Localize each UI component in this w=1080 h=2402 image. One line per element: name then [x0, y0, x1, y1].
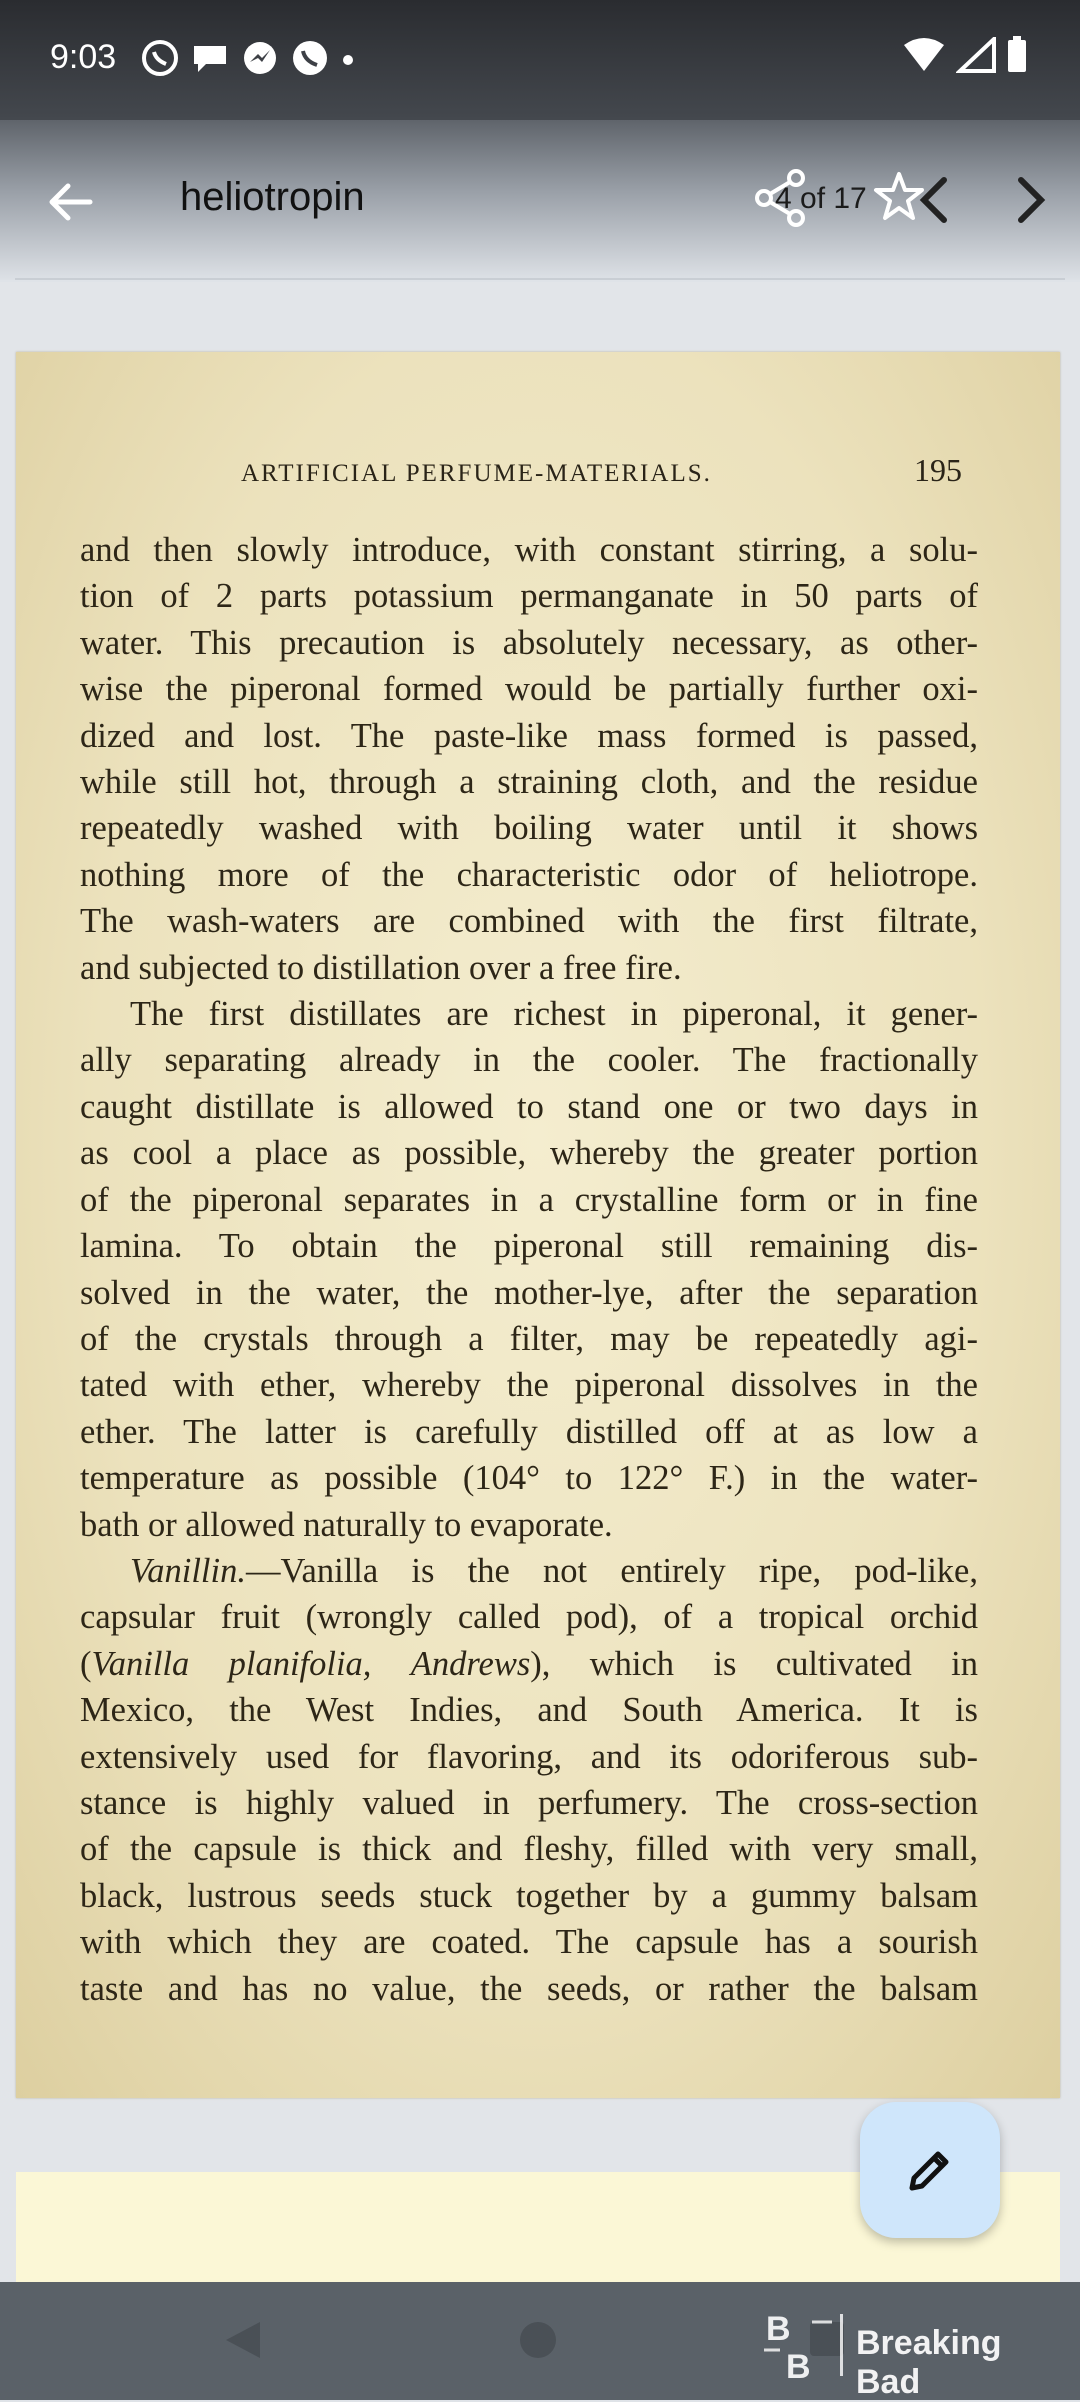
messenger-icon	[240, 38, 280, 78]
text-line: ether. The latter is carefully distilled off at as low a	[80, 1412, 978, 1451]
page-body-text	[80, 527, 978, 2012]
back-arrow-icon[interactable]	[40, 172, 100, 232]
previous-match-icon[interactable]	[910, 172, 960, 228]
text-line: dized and lost. The paste-like mass formed is passed,	[80, 716, 978, 755]
battery-icon	[1006, 36, 1028, 74]
text-line: stance is highly valued in perfumery. The cross-section	[80, 1783, 978, 1822]
text-line: of the capsule is thick and fleshy, filled with very small,	[80, 1830, 978, 1869]
text-line	[80, 1641, 978, 1687]
text-line: The wash-waters are combined with the first filtrate,	[80, 902, 978, 941]
breaking-bad-logo-icon	[760, 2304, 850, 2384]
edit-button[interactable]	[860, 2102, 1000, 2238]
italic-andrews: Andrews	[410, 1644, 531, 1683]
wifi-icon	[902, 37, 946, 73]
text-line: The first distillates are richest in piperonal, it gener-	[130, 995, 978, 1034]
watermark-text: Breaking Bad	[856, 2324, 1002, 2401]
text-line: Mexico, the West Indies, and South America. It is	[80, 1691, 978, 1730]
text-line: repeatedly washed with boiling water until it shows	[80, 809, 978, 848]
text-line: temperature as possible (104° to 122° F.) in the water-	[80, 1459, 978, 1498]
document-title: heliotropin	[180, 175, 365, 219]
text-fragment: —Vanilla is the not entirely ripe, pod-like,	[245, 1551, 978, 1590]
text-line: wise the piperonal formed would be partially further oxi-	[80, 670, 978, 709]
page-number: 195	[914, 452, 962, 488]
watermark	[760, 2304, 1070, 2401]
text-line: ally separating already in the cooler. The fractionally	[80, 1041, 978, 1080]
text-line: and then slowly introduce, with constant stirring, a solu-	[80, 531, 978, 569]
notification-icons	[140, 38, 356, 78]
status-bar	[0, 0, 1080, 120]
svg-text:B: B	[786, 2348, 811, 2384]
text-line: of the piperonal separates in a crystalline form or in fine	[80, 1180, 978, 1219]
text-line: of the crystals through a filter, may be repeatedly agi-	[80, 1319, 978, 1358]
page-counter: 4 of 17	[775, 182, 867, 215]
text-line: lamina. To obtain the piperonal still remaining dis-	[80, 1227, 978, 1266]
status-time: 9:03	[50, 38, 117, 76]
svg-text:B: B	[766, 2310, 791, 2348]
signal-icon	[956, 37, 996, 73]
text-line	[80, 1548, 978, 1594]
italic-vanilla-planifolia: Vanilla planifolia,	[91, 1644, 372, 1683]
text-line: caught distillate is allowed to stand one or two days in	[80, 1087, 978, 1126]
running-title: ARTIFICIAL PERFUME-MATERIALS.	[241, 460, 712, 487]
document-viewer[interactable]	[0, 282, 1080, 2282]
text-line: nothing more of the characteristic odor of heliotrope.	[80, 855, 978, 894]
text-line: capsular fruit (wrongly called pod), of a tropical orchid	[80, 1598, 978, 1637]
text-line: and subjected to distillation over a free fire.	[80, 948, 682, 987]
whatsapp-icon	[140, 38, 180, 78]
text-fragment: (	[80, 1644, 92, 1683]
text-line: taste and has no value, the seeds, or rather the balsam	[80, 1969, 978, 2008]
text-line: with which they are coated. The capsule has a sourish	[80, 1923, 978, 1962]
system-icons	[902, 36, 1028, 74]
next-match-icon[interactable]	[1005, 172, 1055, 228]
text-line: while still hot, through a straining cloth, and the residue	[80, 763, 978, 802]
pencil-icon	[904, 2144, 956, 2196]
chat-icon	[190, 38, 230, 78]
text-line: solved in the water, the mother-lye, after the separation	[80, 1273, 978, 1312]
whatsapp-icon	[290, 38, 330, 78]
text-line: tion of 2 parts potassium permanganate in 50 parts of	[80, 577, 978, 616]
app-bar	[0, 120, 1080, 280]
text-line: bath or allowed naturally to evaporate.	[80, 1505, 613, 1544]
nav-back-icon[interactable]	[220, 2318, 264, 2362]
text-line: tated with ether, whereby the piperonal dissolves in the	[80, 1366, 978, 1405]
header-divider	[15, 278, 1065, 280]
text-line: as cool a place as possible, whereby the greater portion	[80, 1134, 978, 1173]
text-fragment: ), which is cultivated in	[530, 1644, 978, 1683]
text-line: black, lustrous seeds stuck together by a gummy balsam	[80, 1876, 978, 1915]
system-nav-bar	[0, 2282, 1080, 2400]
document-page[interactable]	[16, 352, 1060, 2098]
text-line: water. This precaution is absolutely necessary, as other-	[80, 623, 978, 662]
text-line: extensively used for flavoring, and its odoriferous sub-	[80, 1737, 978, 1776]
more-dot-icon	[340, 38, 356, 78]
italic-vanillin: Vanillin.	[130, 1551, 246, 1590]
nav-home-icon[interactable]	[520, 2322, 556, 2358]
